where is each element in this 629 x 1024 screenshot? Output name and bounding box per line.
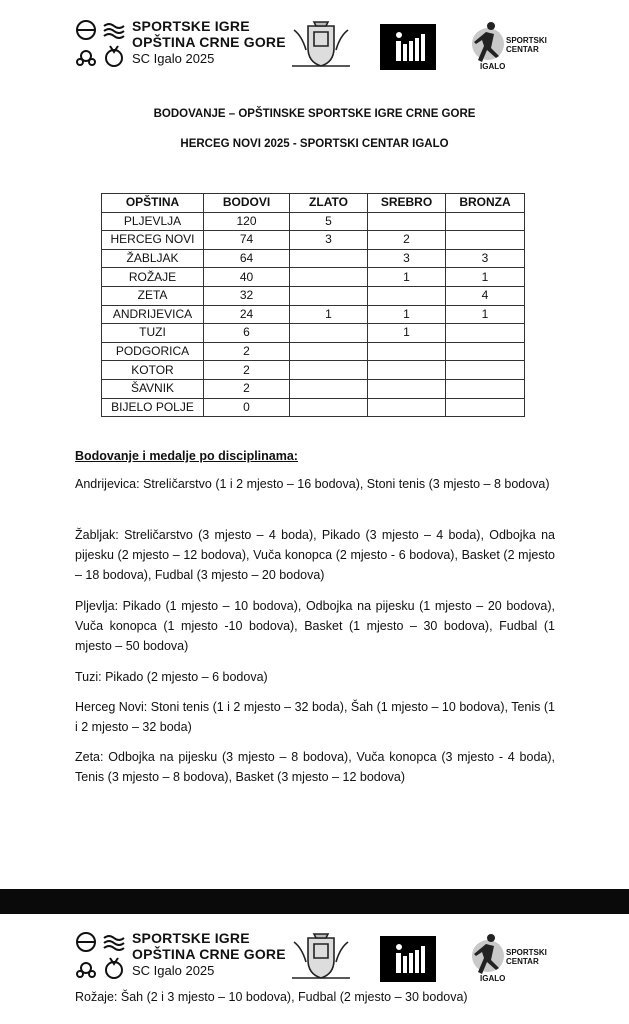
cell-gold: 1	[290, 305, 368, 324]
cell-silver	[368, 398, 446, 417]
col-header-bronze: BRONZA	[446, 194, 525, 213]
sport-pictograms-icon	[74, 18, 126, 70]
table-row	[102, 212, 525, 231]
cell-points: 32	[204, 286, 290, 305]
brand-title-line2: OPŠTINA CRNE GORE	[132, 946, 286, 962]
cell-gold	[290, 398, 368, 417]
cell-points: 24	[204, 305, 290, 324]
paragraph-andrijevica: Andrijevica: Streličarstvo (1 i 2 mjesto – 16 bodova), Stoni tenis (3 mjesto – 8 bodova)	[75, 477, 550, 491]
table-row	[102, 268, 525, 287]
sc-line2: CENTAR	[506, 45, 539, 54]
coat-of-arms-icon	[288, 16, 354, 72]
cell-points: 120	[204, 212, 290, 231]
col-header-gold: ZLATO	[290, 194, 368, 213]
cell-municipality: ANDRIJEVICA	[102, 305, 204, 324]
table-row	[102, 231, 525, 250]
table-row	[102, 398, 525, 417]
brand-title-line1: SPORTSKE IGRE	[132, 930, 250, 946]
sport-pictograms-icon	[74, 930, 126, 982]
cell-bronze	[446, 398, 525, 417]
cell-municipality: ŽABLJAK	[102, 249, 204, 268]
cell-bronze: 3	[446, 249, 525, 268]
table-row	[102, 361, 525, 380]
page-title: BODOVANJE – OPŠTINSKE SPORTSKE IGRE CRNE GORE	[153, 108, 476, 120]
cell-silver	[368, 361, 446, 380]
paragraph-zabljak: Žabljak: Streličarstvo (3 mjesto – 4 boda), Pikado (3 mjesto – 4 boda), Odbojka na pijesku (2 mjesto – 12 bodova), Vuča konopca (2 mjesto - 6 bodova), Basket (2 mjesto – 18 bodova), Fudbal (3 mjesto – 20 bodova)	[75, 528, 555, 582]
page-subtitle: HERCEG NOVI 2025 - SPORTSKI CENTAR IGALO	[180, 138, 449, 150]
cell-points: 2	[204, 342, 290, 361]
cell-gold: 5	[290, 212, 368, 231]
table-row	[102, 379, 525, 398]
cell-silver	[368, 212, 446, 231]
games-brand-logo	[74, 16, 284, 72]
cell-silver: 2	[368, 231, 446, 250]
table-row	[102, 249, 525, 268]
cell-municipality: PODGORICA	[102, 342, 204, 361]
federation-logo	[380, 936, 436, 982]
sports-center-logo	[468, 930, 558, 986]
cell-points: 64	[204, 249, 290, 268]
brand-title-line1: SPORTSKE IGRE	[132, 18, 250, 34]
standings-table	[101, 193, 525, 417]
cell-municipality: ROŽAJE	[102, 268, 204, 287]
cell-points: 40	[204, 268, 290, 287]
cell-bronze: 4	[446, 286, 525, 305]
games-brand-logo	[74, 928, 284, 984]
table-row	[102, 305, 525, 324]
page-header-repeat	[0, 926, 629, 986]
cell-points: 2	[204, 361, 290, 380]
paragraph-pljevlja: Pljevlja: Pikado (1 mjesto – 10 bodova), Odbojka na pijesku (1 mjesto – 20 bodova), Vuča konopca (1 mjesto -10 bodova), Basket (1 mjesto – 30 bodova), Fudbal (1 mjesto – 50 bodova)	[75, 599, 555, 653]
cell-municipality: ŠAVNIK	[102, 379, 204, 398]
coat-of-arms-icon	[288, 928, 354, 984]
table-row	[102, 286, 525, 305]
paragraph-rozaje: Rožaje: Šah (2 i 3 mjesto – 10 bodova), Fudbal (2 mjesto – 30 bodova)	[75, 990, 468, 1004]
cell-silver: 1	[368, 305, 446, 324]
cell-municipality: TUZI	[102, 324, 204, 343]
cell-municipality: HERCEG NOVI	[102, 231, 204, 250]
col-header-municipality: OPŠTINA	[102, 194, 204, 213]
paragraph-herceg-novi: Herceg Novi: Stoni tenis (1 i 2 mjesto – 32 boda), Šah (1 mjesto – 10 bodova), Tenis (1 i 2 mjesto – 32 boda)	[75, 700, 555, 734]
cell-silver	[368, 342, 446, 361]
sc-line1: SPORTSKI	[506, 948, 547, 957]
table-row	[102, 342, 525, 361]
page-break-bar	[0, 889, 629, 914]
cell-points: 0	[204, 398, 290, 417]
brand-title-line2: OPŠTINA CRNE GORE	[132, 34, 286, 50]
table-header-row	[102, 194, 525, 213]
sc-line2: CENTAR	[506, 957, 539, 966]
cell-gold	[290, 379, 368, 398]
cell-silver: 1	[368, 268, 446, 287]
cell-bronze	[446, 342, 525, 361]
brand-subtitle: SC Igalo 2025	[132, 963, 215, 978]
cell-municipality: PLJEVLJA	[102, 212, 204, 231]
cell-municipality: KOTOR	[102, 361, 204, 380]
col-header-points: BODOVI	[204, 194, 290, 213]
cell-silver: 3	[368, 249, 446, 268]
sc-line3: IGALO	[480, 62, 506, 71]
section-title: Bodovanje i medalje po disciplinama:	[75, 449, 298, 463]
cell-bronze: 1	[446, 268, 525, 287]
cell-silver	[368, 286, 446, 305]
cell-bronze	[446, 231, 525, 250]
cell-gold: 3	[290, 231, 368, 250]
col-header-silver: SREBRO	[368, 194, 446, 213]
brand-subtitle: SC Igalo 2025	[132, 51, 215, 66]
cell-gold	[290, 342, 368, 361]
cell-bronze	[446, 324, 525, 343]
cell-silver	[368, 379, 446, 398]
bars-icon	[380, 24, 436, 70]
cell-points: 2	[204, 379, 290, 398]
cell-bronze	[446, 212, 525, 231]
paragraph-tuzi: Tuzi: Pikado (2 mjesto – 6 bodova)	[75, 670, 268, 684]
cell-gold	[290, 268, 368, 287]
cell-points: 6	[204, 324, 290, 343]
cell-silver: 1	[368, 324, 446, 343]
cell-municipality: BIJELO POLJE	[102, 398, 204, 417]
sports-center-logo	[468, 18, 558, 74]
cell-gold	[290, 286, 368, 305]
cell-bronze	[446, 379, 525, 398]
page-header	[0, 14, 629, 74]
cell-gold	[290, 324, 368, 343]
sc-line1: SPORTSKI	[506, 36, 547, 45]
cell-bronze: 1	[446, 305, 525, 324]
cell-municipality: ZETA	[102, 286, 204, 305]
sc-line3: IGALO	[480, 974, 506, 983]
federation-logo	[380, 24, 436, 70]
paragraph-zeta: Zeta: Odbojka na pijesku (3 mjesto – 8 bodova), Vuča konopca (3 mjesto - 4 boda), Tenis (3 mjesto – 8 bodova), Basket (3 mjesto – 12 bodova)	[75, 750, 555, 784]
bars-icon	[380, 936, 436, 982]
cell-bronze	[446, 361, 525, 380]
table-row	[102, 324, 525, 343]
cell-points: 74	[204, 231, 290, 250]
cell-gold	[290, 361, 368, 380]
cell-gold	[290, 249, 368, 268]
